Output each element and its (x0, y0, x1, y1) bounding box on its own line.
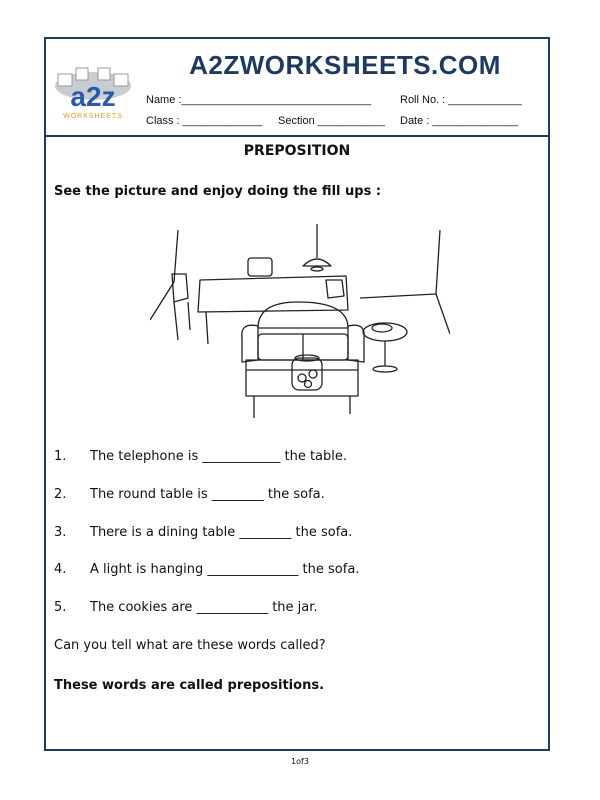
follow-up-question: Can you tell what are these words called? (54, 638, 326, 653)
date-field: Date : ______________ (400, 115, 519, 127)
a2z-logo-icon (52, 60, 134, 120)
roll-no-field: Roll No. : ____________ (400, 94, 522, 106)
question-3: 3. There is a dining table ________ the sofa. (54, 525, 353, 540)
worksheet-title: PREPOSITION (243, 143, 351, 159)
section-field: Section ___________ (278, 115, 386, 127)
svg-text:WORKSHEETS: WORKSHEETS (63, 113, 123, 120)
instruction: See the picture and enjoy doing the fill ups : (54, 184, 382, 199)
svg-text:a2z: a2z (70, 81, 116, 112)
class-field: Class : _____________ (146, 115, 263, 127)
header-divider (44, 135, 550, 137)
answer-text: These words are called prepositions. (54, 678, 325, 693)
question-1: 1. The telephone is ____________ the table. (54, 449, 348, 464)
question-2: 2. The round table is ________ the sofa. (54, 487, 325, 502)
question-5: 5. The cookies are ___________ the jar. (54, 600, 318, 615)
room-illustration (150, 222, 450, 422)
page-number: 1of3 (291, 757, 309, 766)
name-field: Name :_______________________________ (146, 94, 372, 106)
site-title: A2ZWORKSHEETS.COM (189, 50, 501, 80)
question-4: 4. A light is hanging ______________ the sofa. (54, 562, 360, 577)
